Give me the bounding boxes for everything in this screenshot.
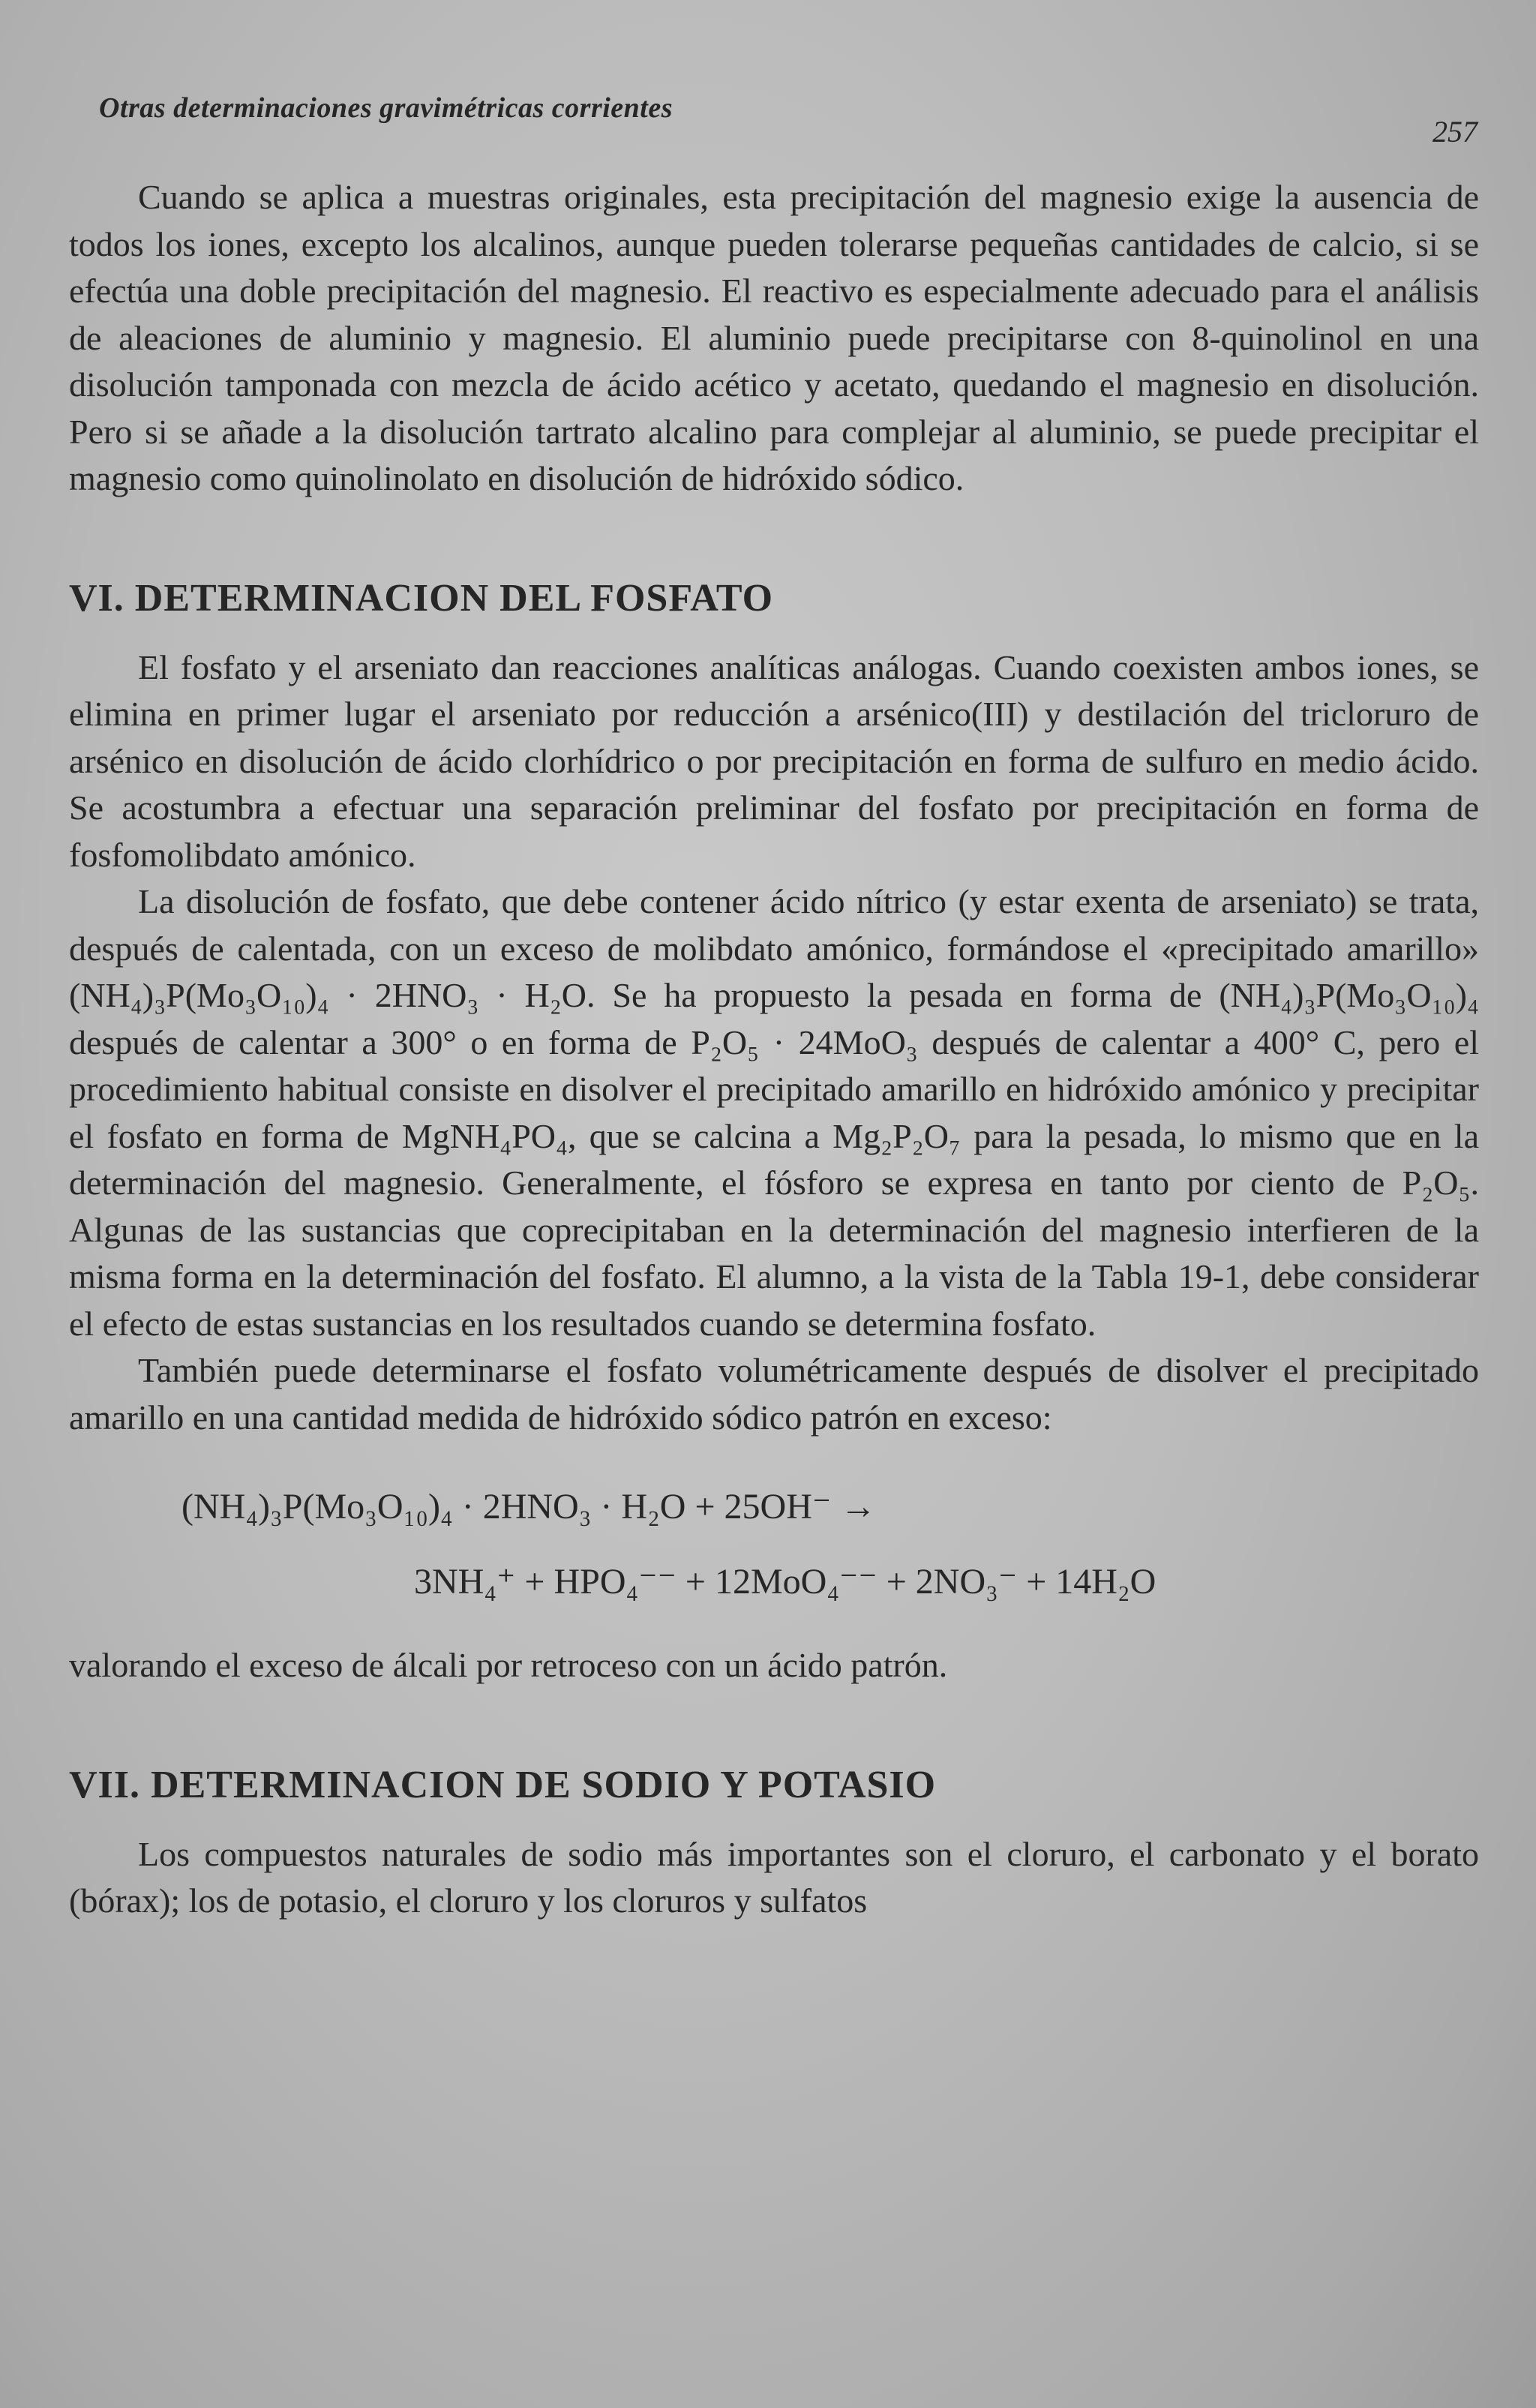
- page-number: 257: [1432, 115, 1478, 149]
- running-head: [69, 84, 1479, 149]
- paragraph-sodium-potassium: Los compuestos naturales de sodio más importantes son el cloruro, el carbonato y el borato (bórax); los de potasio, el cloruro y los cloruros y sulfatos: [69, 1834, 1479, 1920]
- equation-line-1: (NH₄)₃P(Mo₃O₁₀)₄ · 2HNO₃ · H₂O + 25OH⁻ →: [182, 1487, 877, 1527]
- section-heading-sodio-potasio: VII. DETERMINACION DE SODIO Y POTASIO: [69, 1763, 937, 1806]
- chemical-equation: [69, 1470, 1479, 1620]
- section-heading-fosfato: VI. DETERMINACION DEL FOSFATO: [69, 576, 774, 620]
- paragraph-back-titration: valorando el exceso de álcali por retroceso con un ácido patrón.: [69, 1646, 948, 1684]
- page-content: [69, 84, 1479, 1925]
- equation-line-2: 3NH₄⁺ + HPO₄⁻⁻ + 12MoO₄⁻⁻ + 2NO₃⁻ + 14H₂O: [414, 1562, 1156, 1602]
- paragraph-magnesium-precipitation: Cuando se aplica a muestras originales, esta precipitación del magnesio exige la ausencia de todos los iones, excepto los alcalinos, aunque pueden tolerarse pequeñas cantidades de calcio, si se efectúa una doble precipitación del magnesio. El reactivo es especialmente adecuado para el análisis de aleaciones de aluminio y magnesio. El aluminio puede precipitarse con 8-quinolinol en una disolución tamponada con mezcla de ácido acético y acetato, quedando el magnesio en disolución. Pero si se añade a la disolución tartrato alcalino para complejar al aluminio, se puede precipitar el magnesio como quinolinolato en disolución de hidróxido sódico.: [69, 178, 1479, 497]
- running-title: Otras determinaciones gravimétricas corrientes: [99, 92, 674, 124]
- paragraph-volumetric-determination: También puede determinarse el fosfato volumétricamente después de disolver el precipitado amarillo en una cantidad medida de hidróxido sódico patrón en exceso:: [69, 1351, 1479, 1437]
- paragraph-precipitado-amarillo: La disolución de fosfato, que debe contener ácido nítrico (y estar exenta de arseniato) se trata, después de calentada, con un exceso de molibdato amónico, formándose el «precipitado amarillo» (NH₄)₃P(Mo₃O₁₀)₄ · 2HNO₃ · H₂O. Se ha propuesto la pesada en forma de (NH₄)₃P(Mo₃O₁₀)₄ después de calentar a 300° o en forma de P₂O₅ · 24MoO₃ después de calentar a 400° C, pero el procedimiento habitual consiste en disolver el precipitado amarillo en hidróxido amónico y precipitar el fosfato en forma de MgNH₄PO₄, que se calcina a Mg₂P₂O₇ para la pesada, lo mismo que en la determinación del magnesio. Generalmente, el fósforo se expresa en tanto por ciento de P₂O₅. Algunas de las sustancias que coprecipitaban en la determinación del magnesio interfieren de la misma forma en la determinación del fosfato. El alumno, a la vista de la Tabla 19-1, debe considerar el efecto de estas sustancias en los resultados cuando se determina fosfato.: [69, 882, 1479, 1343]
- paragraph-fosfato-arseniato: El fosfato y el arseniato dan reacciones analíticas análogas. Cuando coexisten ambos iones, se elimina en primer lugar el arseniato por reducción a arsénico(III) y destilación del tricloruro de arsénico en disolución de ácido clorhídrico o por precipitación en forma de sulfuro en medio ácido. Se acostumbra a efectuar una separación preliminar del fosfato por precipitación en forma de fosfomolibdato amónico.: [69, 647, 1479, 874]
